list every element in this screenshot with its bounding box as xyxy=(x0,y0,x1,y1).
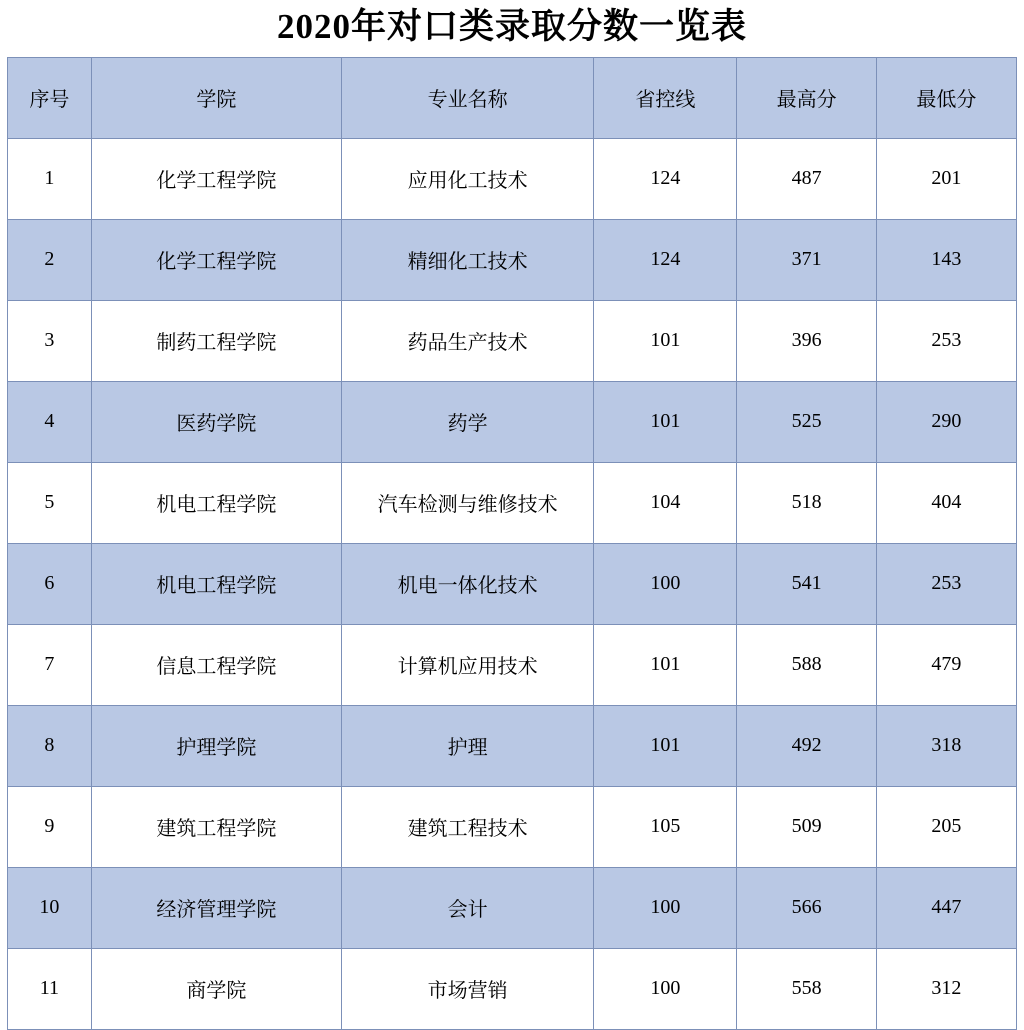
cell-index: 6 xyxy=(8,543,92,624)
table-row xyxy=(8,786,1017,867)
cell-lowest-score: 447 xyxy=(876,867,1016,948)
cell-college: 信息工程学院 xyxy=(91,624,341,705)
cell-provincial-line: 124 xyxy=(594,138,737,219)
table-header xyxy=(8,57,1017,138)
cell-provincial-line: 100 xyxy=(594,948,737,1029)
cell-major: 药品生产技术 xyxy=(341,300,593,381)
cell-highest-score: 492 xyxy=(737,705,876,786)
table-row xyxy=(8,138,1017,219)
cell-major: 机电一体化技术 xyxy=(341,543,593,624)
column-header-highest-score: 最高分 xyxy=(737,57,876,138)
cell-index: 1 xyxy=(8,138,92,219)
cell-index: 10 xyxy=(8,867,92,948)
cell-major: 会计 xyxy=(341,867,593,948)
cell-lowest-score: 253 xyxy=(876,543,1016,624)
cell-college: 化学工程学院 xyxy=(91,138,341,219)
cell-lowest-score: 290 xyxy=(876,381,1016,462)
table-row xyxy=(8,624,1017,705)
cell-major: 应用化工技术 xyxy=(341,138,593,219)
cell-highest-score: 518 xyxy=(737,462,876,543)
table-body xyxy=(8,138,1017,1029)
cell-major: 计算机应用技术 xyxy=(341,624,593,705)
cell-provincial-line: 100 xyxy=(594,543,737,624)
cell-major: 护理 xyxy=(341,705,593,786)
column-header-index: 序号 xyxy=(8,57,92,138)
cell-highest-score: 566 xyxy=(737,867,876,948)
table-header-row xyxy=(8,57,1017,138)
cell-index: 5 xyxy=(8,462,92,543)
cell-lowest-score: 479 xyxy=(876,624,1016,705)
cell-college: 机电工程学院 xyxy=(91,543,341,624)
table-row xyxy=(8,705,1017,786)
cell-major: 药学 xyxy=(341,381,593,462)
cell-provincial-line: 101 xyxy=(594,705,737,786)
table-row xyxy=(8,543,1017,624)
table-row xyxy=(8,462,1017,543)
cell-highest-score: 371 xyxy=(737,219,876,300)
table-row xyxy=(8,867,1017,948)
cell-college: 商学院 xyxy=(91,948,341,1029)
column-header-major: 专业名称 xyxy=(341,57,593,138)
cell-lowest-score: 205 xyxy=(876,786,1016,867)
column-header-provincial-line: 省控线 xyxy=(594,57,737,138)
cell-index: 2 xyxy=(8,219,92,300)
column-header-college: 学院 xyxy=(91,57,341,138)
cell-provincial-line: 101 xyxy=(594,300,737,381)
cell-major: 汽车检测与维修技术 xyxy=(341,462,593,543)
cell-index: 3 xyxy=(8,300,92,381)
cell-lowest-score: 312 xyxy=(876,948,1016,1029)
table-row xyxy=(8,219,1017,300)
cell-college: 机电工程学院 xyxy=(91,462,341,543)
cell-highest-score: 588 xyxy=(737,624,876,705)
cell-lowest-score: 143 xyxy=(876,219,1016,300)
cell-college: 护理学院 xyxy=(91,705,341,786)
cell-lowest-score: 318 xyxy=(876,705,1016,786)
cell-provincial-line: 124 xyxy=(594,219,737,300)
cell-highest-score: 525 xyxy=(737,381,876,462)
cell-highest-score: 541 xyxy=(737,543,876,624)
cell-college: 医药学院 xyxy=(91,381,341,462)
cell-provincial-line: 105 xyxy=(594,786,737,867)
cell-provincial-line: 101 xyxy=(594,624,737,705)
cell-college: 建筑工程学院 xyxy=(91,786,341,867)
cell-provincial-line: 104 xyxy=(594,462,737,543)
cell-provincial-line: 101 xyxy=(594,381,737,462)
table-row xyxy=(8,381,1017,462)
cell-college: 化学工程学院 xyxy=(91,219,341,300)
cell-index: 9 xyxy=(8,786,92,867)
table-row xyxy=(8,300,1017,381)
cell-highest-score: 509 xyxy=(737,786,876,867)
cell-lowest-score: 404 xyxy=(876,462,1016,543)
page-title: 2020年对口类录取分数一览表 xyxy=(276,7,747,46)
cell-lowest-score: 253 xyxy=(876,300,1016,381)
cell-index: 7 xyxy=(8,624,92,705)
admission-score-table xyxy=(7,57,1017,1030)
cell-major: 建筑工程技术 xyxy=(341,786,593,867)
cell-college: 制药工程学院 xyxy=(91,300,341,381)
cell-highest-score: 396 xyxy=(737,300,876,381)
cell-college: 经济管理学院 xyxy=(91,867,341,948)
cell-highest-score: 487 xyxy=(737,138,876,219)
cell-major: 市场营销 xyxy=(341,948,593,1029)
cell-index: 8 xyxy=(8,705,92,786)
cell-index: 4 xyxy=(8,381,92,462)
cell-major: 精细化工技术 xyxy=(341,219,593,300)
column-header-lowest-score: 最低分 xyxy=(876,57,1016,138)
cell-index: 11 xyxy=(8,948,92,1029)
cell-highest-score: 558 xyxy=(737,948,876,1029)
cell-provincial-line: 100 xyxy=(594,867,737,948)
cell-lowest-score: 201 xyxy=(876,138,1016,219)
